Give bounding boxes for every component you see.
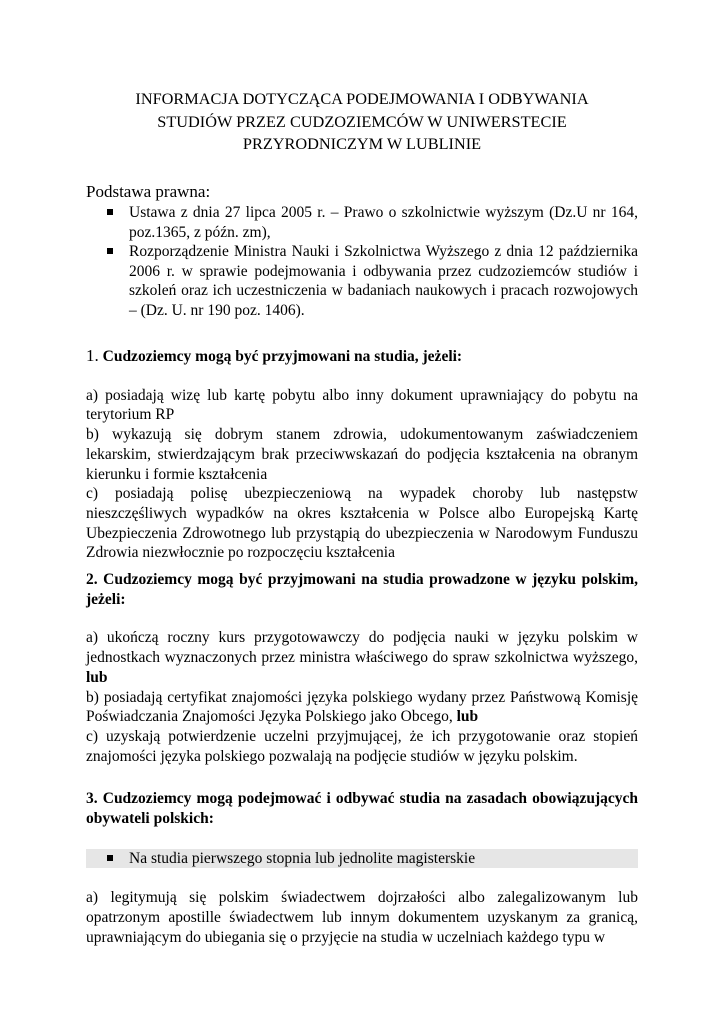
title-line-2: STUDIÓW PRZEZ CUDZOZIEMCÓW W UNIWERSTECIE [157, 111, 567, 131]
legal-basis-item-2: Rozporządzenie Ministra Nauki i Szkolnictwa Wyższego z dnia 12 października 2006 r. w sprawie podejmowania i odbywania przez cudzoziemców studiów i szkoleń oraz ich uczestniczenia w badaniach naukowych i pracach rozwojowych – (Dz. U. nr 190 poz. 1406). [129, 243, 638, 319]
square-bullet-icon [107, 209, 113, 215]
section-2-item-a-text: a) ukończą roczny kurs przygotowawczy do podjęcia nauki w języku polskim w jednostkach wyznaczonych przez ministra właściwego do spraw szkolnictwa wyższego, [86, 629, 638, 667]
section-1-heading-text: Cudzoziemcy mogą być przyjmowani na studia, jeżeli: [102, 348, 463, 365]
section-1-heading [86, 346, 638, 367]
section-3-heading: 3. Cudzoziemcy mogą podejmować i odbywać studia na zasadach obowiązujących obywateli polskich: [86, 790, 638, 827]
section-1-number: 1. [86, 346, 99, 365]
document-title [86, 88, 638, 156]
legal-basis-item-1: Ustawa z dnia 27 lipca 2005 r. – Prawo o szkolnictwie wyższym (Dz.U nr 164, poz.1365, z późn. zm), [129, 204, 638, 241]
section-2-heading: 2. Cudzoziemcy mogą być przyjmowani na studia prowadzone w języku polskim, jeżeli: [86, 571, 638, 608]
section-3-list [86, 849, 638, 868]
section-3-highlight-item: Na studia pierwszego stopnia lub jednolite magisterskie [129, 850, 476, 868]
square-bullet-icon [107, 248, 113, 254]
section-3-item-a: a) legitymują się polskim świadectwem dojrzałości albo zalegalizowanym lub opatrzonym apostille świadectwem lub innym dokumentem uzyskanym za granicą, uprawniającym do ubiegania się o przyjęcie na studia w uczelniach każdego typu w [86, 889, 638, 946]
section-1 [86, 346, 638, 563]
section-3 [86, 789, 638, 948]
list-item [86, 242, 638, 320]
section-1-item-c: c) posiadają polisę ubezpieczeniową na wypadek choroby lub następstw nieszczęśliwych wypadków na okres kształcenia w Polsce albo Europejską Kartę Ubezpieczenia Zdrowotnego lub przystąpią do ubezpieczenia w Narodowym Funduszu Zdrowia niezwłocznie po rozpoczęciu kształcenia [86, 485, 638, 562]
section-2-item-a-or: lub [86, 668, 108, 686]
legal-basis-list [86, 203, 638, 320]
section-1-item-a: a) posiadają wizę lub kartę pobytu albo inny dokument uprawniający do pobytu na terytorium RP [86, 386, 638, 424]
title-line-3: PRZYRODNICZYM W LUBLINIE [242, 134, 482, 153]
title-line-1: INFORMACJA DOTYCZĄCA PODEJMOWANIA I ODBYWANIA [135, 89, 589, 108]
section-2-item-b [86, 688, 638, 727]
legal-basis-section [86, 181, 638, 320]
list-item [86, 203, 638, 242]
section-2-item-a [86, 628, 638, 687]
section-1-item-b: b) wykazują się dobrym stanem zdrowia, udokumentowanym zaświadczeniem lekarskim, stwierdzającym brak przeciwwskazań do podjęcia kształcenia na obranym kierunku i formie kształcenia [86, 426, 638, 483]
list-item [86, 849, 638, 868]
square-bullet-icon [107, 855, 113, 861]
section-2 [86, 570, 638, 766]
section-2-item-c: c) uzyskają potwierdzenie uczelni przyjmującej, że ich przygotowanie oraz stopień znajomości języka polskiego pozwalają na podjęcie studiów w języku polskim. [86, 727, 638, 765]
section-2-item-b-text: b) posiadają certyfikat znajomości języka polskiego wydany przez Państwową Komisję Poświadczania Znajomości Języka Polskiego jako Obcego, [86, 688, 638, 726]
section-2-item-b-or: lub [456, 708, 479, 726]
legal-basis-label: Podstawa prawna: [86, 182, 211, 201]
